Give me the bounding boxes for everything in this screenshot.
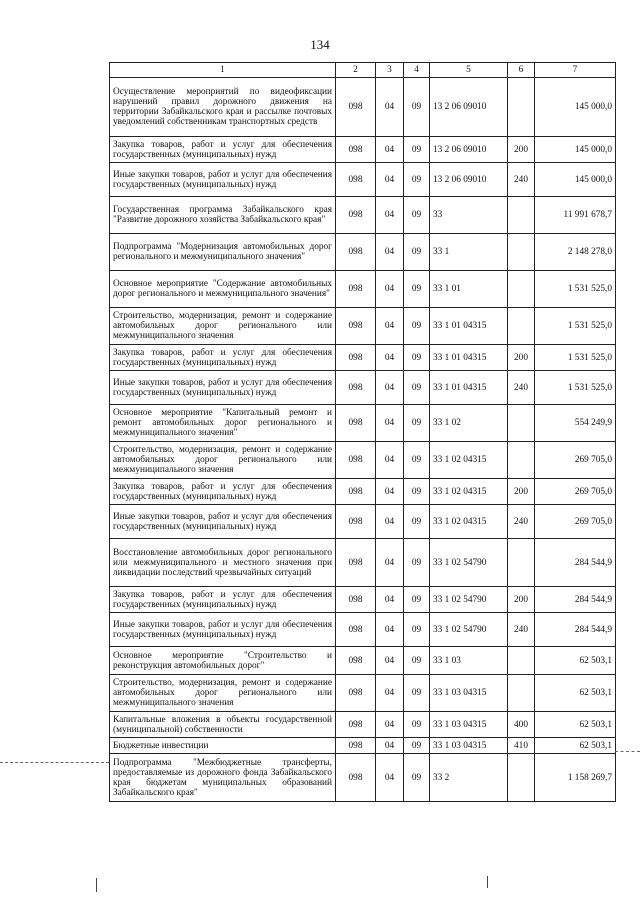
row-section: 04 <box>376 137 404 163</box>
row-target-article: 13 2 06 09010 <box>430 163 508 197</box>
row-target-article: 13 2 06 09010 <box>430 137 508 163</box>
row-amount: 1 158 269,7 <box>535 754 616 802</box>
row-expense-type <box>508 539 535 587</box>
row-section: 04 <box>376 479 404 505</box>
table-row <box>110 234 616 271</box>
column-header: 5 <box>430 63 508 78</box>
row-target-article: 33 1 02 <box>430 405 508 442</box>
row-admin-code: 098 <box>336 163 376 197</box>
row-admin-code: 098 <box>336 712 376 738</box>
row-subsection: 09 <box>404 539 430 587</box>
row-subsection: 09 <box>404 675 430 712</box>
column-header: 1 <box>110 63 336 78</box>
row-subsection: 09 <box>404 137 430 163</box>
row-section: 04 <box>376 613 404 647</box>
row-amount: 554 249,9 <box>535 405 616 442</box>
row-target-article: 13 2 06 09010 <box>430 78 508 137</box>
row-subsection: 09 <box>404 371 430 405</box>
row-subsection: 09 <box>404 712 430 738</box>
row-description: Строительство, модернизация, ремонт и содержание автомобильных дорог регионального или межмуниципального значения <box>110 308 336 345</box>
row-amount: 284 544,9 <box>535 539 616 587</box>
row-section: 04 <box>376 371 404 405</box>
row-amount: 145 000,0 <box>535 163 616 197</box>
column-header: 2 <box>336 63 376 78</box>
row-expense-type <box>508 308 535 345</box>
scan-tick-mark <box>487 876 488 888</box>
row-subsection: 09 <box>404 738 430 754</box>
row-subsection: 09 <box>404 197 430 234</box>
row-subsection: 09 <box>404 442 430 479</box>
row-description: Основное мероприятие "Содержание автомобильных дорог регионального и межмуниципального значения" <box>110 271 336 308</box>
row-description: Строительство, модернизация, ремонт и содержание автомобильных дорог регионального или межмуниципального значения <box>110 442 336 479</box>
column-header: 4 <box>404 63 430 78</box>
row-expense-type: 200 <box>508 137 535 163</box>
row-description: Основное мероприятие "Строительство и реконструкция автомобильных дорог" <box>110 647 336 675</box>
row-section: 04 <box>376 647 404 675</box>
row-amount: 62 503,1 <box>535 675 616 712</box>
row-description: Подпрограмма "Модернизация автомобильных дорог регионального и межмуниципального значения" <box>110 234 336 271</box>
row-admin-code: 098 <box>336 78 376 137</box>
row-section: 04 <box>376 754 404 802</box>
row-admin-code: 098 <box>336 754 376 802</box>
row-expense-type <box>508 197 535 234</box>
row-expense-type <box>508 754 535 802</box>
row-expense-type: 200 <box>508 479 535 505</box>
row-subsection: 09 <box>404 479 430 505</box>
row-expense-type <box>508 234 535 271</box>
row-description: Иные закупки товаров, работ и услуг для обеспечения государственных (муниципальных) нужд <box>110 505 336 539</box>
row-target-article: 33 1 03 <box>430 647 508 675</box>
row-target-article: 33 1 01 04315 <box>430 371 508 405</box>
row-target-article: 33 1 01 <box>430 271 508 308</box>
row-target-article: 33 1 03 04315 <box>430 675 508 712</box>
row-admin-code: 098 <box>336 505 376 539</box>
table-row <box>110 197 616 234</box>
row-description: Иные закупки товаров, работ и услуг для обеспечения государственных (муниципальных) нужд <box>110 371 336 405</box>
row-admin-code: 098 <box>336 539 376 587</box>
row-description: Бюджетные инвестиции <box>110 738 336 754</box>
row-subsection: 09 <box>404 647 430 675</box>
table-row <box>110 78 616 137</box>
table-row <box>110 479 616 505</box>
row-section: 04 <box>376 308 404 345</box>
row-target-article: 33 1 01 04315 <box>430 308 508 345</box>
row-target-article: 33 <box>430 197 508 234</box>
row-amount: 62 503,1 <box>535 647 616 675</box>
table-body <box>110 78 616 802</box>
row-amount: 284 544,9 <box>535 613 616 647</box>
row-amount: 1 531 525,0 <box>535 308 616 345</box>
row-amount: 269 705,0 <box>535 442 616 479</box>
table-row <box>110 587 616 613</box>
row-section: 04 <box>376 405 404 442</box>
row-amount: 145 000,0 <box>535 137 616 163</box>
row-description: Закупка товаров, работ и услуг для обеспечения государственных (муниципальных) нужд <box>110 479 336 505</box>
row-target-article: 33 1 01 04315 <box>430 345 508 371</box>
row-expense-type: 200 <box>508 587 535 613</box>
row-target-article: 33 1 02 54790 <box>430 539 508 587</box>
row-admin-code: 098 <box>336 234 376 271</box>
row-section: 04 <box>376 505 404 539</box>
table-row <box>110 308 616 345</box>
table-row <box>110 505 616 539</box>
row-admin-code: 098 <box>336 271 376 308</box>
budget-table <box>109 62 616 802</box>
table-row <box>110 137 616 163</box>
row-expense-type: 240 <box>508 613 535 647</box>
row-description: Закупка товаров, работ и услуг для обеспечения государственных (муниципальных) нужд <box>110 345 336 371</box>
row-expense-type <box>508 78 535 137</box>
row-admin-code: 098 <box>336 308 376 345</box>
row-expense-type <box>508 442 535 479</box>
row-target-article: 33 1 03 04315 <box>430 712 508 738</box>
table-row <box>110 345 616 371</box>
row-amount: 1 531 525,0 <box>535 345 616 371</box>
row-target-article: 33 1 02 04315 <box>430 442 508 479</box>
row-admin-code: 098 <box>336 587 376 613</box>
row-subsection: 09 <box>404 405 430 442</box>
table-row <box>110 271 616 308</box>
table-row <box>110 405 616 442</box>
row-section: 04 <box>376 163 404 197</box>
column-header: 6 <box>508 63 535 78</box>
row-section: 04 <box>376 345 404 371</box>
row-target-article: 33 2 <box>430 754 508 802</box>
row-admin-code: 098 <box>336 442 376 479</box>
row-admin-code: 098 <box>336 613 376 647</box>
scan-tick-mark <box>96 878 97 892</box>
row-description: Строительство, модернизация, ремонт и содержание автомобильных дорог регионального или межмуниципального значения <box>110 675 336 712</box>
column-header: 7 <box>535 63 616 78</box>
row-description: Иные закупки товаров, работ и услуг для обеспечения государственных (муниципальных) нужд <box>110 163 336 197</box>
row-description: Закупка товаров, работ и услуг для обеспечения государственных (муниципальных) нужд <box>110 587 336 613</box>
row-expense-type: 240 <box>508 505 535 539</box>
row-admin-code: 098 <box>336 738 376 754</box>
row-section: 04 <box>376 587 404 613</box>
row-amount: 11 991 678,7 <box>535 197 616 234</box>
row-expense-type: 240 <box>508 163 535 197</box>
table-row <box>110 371 616 405</box>
row-subsection: 09 <box>404 78 430 137</box>
row-description: Осуществление мероприятий по видеофиксации нарушений правил дорожного движения на территории Забайкальского края и рассылке почтовых уведомлений собственникам транспортных средств <box>110 78 336 137</box>
row-expense-type: 410 <box>508 738 535 754</box>
table-row <box>110 163 616 197</box>
row-amount: 1 531 525,0 <box>535 271 616 308</box>
row-target-article: 33 1 03 04315 <box>430 738 508 754</box>
table-row <box>110 712 616 738</box>
row-expense-type <box>508 271 535 308</box>
row-description: Закупка товаров, работ и услуг для обеспечения государственных (муниципальных) нужд <box>110 137 336 163</box>
row-description: Восстановление автомобильных дорог регионального или межмуниципального и местного значения при ликвидации последствий чрезвычайных ситуаций <box>110 539 336 587</box>
row-amount: 269 705,0 <box>535 505 616 539</box>
row-expense-type <box>508 405 535 442</box>
row-admin-code: 098 <box>336 647 376 675</box>
table-row <box>110 738 616 754</box>
row-expense-type: 240 <box>508 371 535 405</box>
row-amount: 145 000,0 <box>535 78 616 137</box>
table-row <box>110 675 616 712</box>
row-admin-code: 098 <box>336 675 376 712</box>
row-admin-code: 098 <box>336 137 376 163</box>
row-target-article: 33 1 02 04315 <box>430 505 508 539</box>
row-subsection: 09 <box>404 345 430 371</box>
page-number: 134 <box>310 37 330 52</box>
row-section: 04 <box>376 442 404 479</box>
row-subsection: 09 <box>404 754 430 802</box>
row-section: 04 <box>376 78 404 137</box>
row-target-article: 33 1 02 54790 <box>430 613 508 647</box>
row-subsection: 09 <box>404 234 430 271</box>
row-subsection: 09 <box>404 163 430 197</box>
row-target-article: 33 1 02 04315 <box>430 479 508 505</box>
row-admin-code: 098 <box>336 371 376 405</box>
row-expense-type: 400 <box>508 712 535 738</box>
row-expense-type <box>508 647 535 675</box>
row-expense-type <box>508 675 535 712</box>
row-description: Капитальные вложения в объекты государственной (муниципальной) собственности <box>110 712 336 738</box>
row-subsection: 09 <box>404 587 430 613</box>
row-amount: 284 544,9 <box>535 587 616 613</box>
table-row <box>110 442 616 479</box>
row-target-article: 33 1 02 54790 <box>430 587 508 613</box>
header-row <box>110 63 616 78</box>
row-section: 04 <box>376 675 404 712</box>
row-subsection: 09 <box>404 613 430 647</box>
row-amount: 269 705,0 <box>535 479 616 505</box>
row-admin-code: 098 <box>336 405 376 442</box>
row-admin-code: 098 <box>336 197 376 234</box>
row-section: 04 <box>376 738 404 754</box>
table-row <box>110 754 616 802</box>
row-amount: 62 503,1 <box>535 712 616 738</box>
row-admin-code: 098 <box>336 479 376 505</box>
table-row <box>110 539 616 587</box>
row-amount: 62 503,1 <box>535 738 616 754</box>
column-header: 3 <box>376 63 404 78</box>
row-section: 04 <box>376 234 404 271</box>
row-expense-type: 200 <box>508 345 535 371</box>
row-amount: 2 148 278,0 <box>535 234 616 271</box>
row-admin-code: 098 <box>336 345 376 371</box>
row-amount: 1 531 525,0 <box>535 371 616 405</box>
table-row <box>110 613 616 647</box>
row-section: 04 <box>376 712 404 738</box>
scan-dashed-line <box>615 751 640 752</box>
row-description: Основное мероприятие "Капитальный ремонт и ремонт автомобильных дорог регионального и межмуниципального значения" <box>110 405 336 442</box>
scan-dashed-line <box>0 762 109 763</box>
row-target-article: 33 1 <box>430 234 508 271</box>
row-subsection: 09 <box>404 505 430 539</box>
row-section: 04 <box>376 271 404 308</box>
row-description: Государственная программа Забайкальского края "Развитие дорожного хозяйства Забайкальского края" <box>110 197 336 234</box>
row-subsection: 09 <box>404 271 430 308</box>
row-section: 04 <box>376 539 404 587</box>
row-description: Иные закупки товаров, работ и услуг для обеспечения государственных (муниципальных) нужд <box>110 613 336 647</box>
row-description: Подпрограмма "Межбюджетные трансферты, предоставляемые из дорожного фонда Забайкальского края бюджетам муниципальных образований Забайкальского края" <box>110 754 336 802</box>
row-section: 04 <box>376 197 404 234</box>
row-subsection: 09 <box>404 308 430 345</box>
table-row <box>110 647 616 675</box>
